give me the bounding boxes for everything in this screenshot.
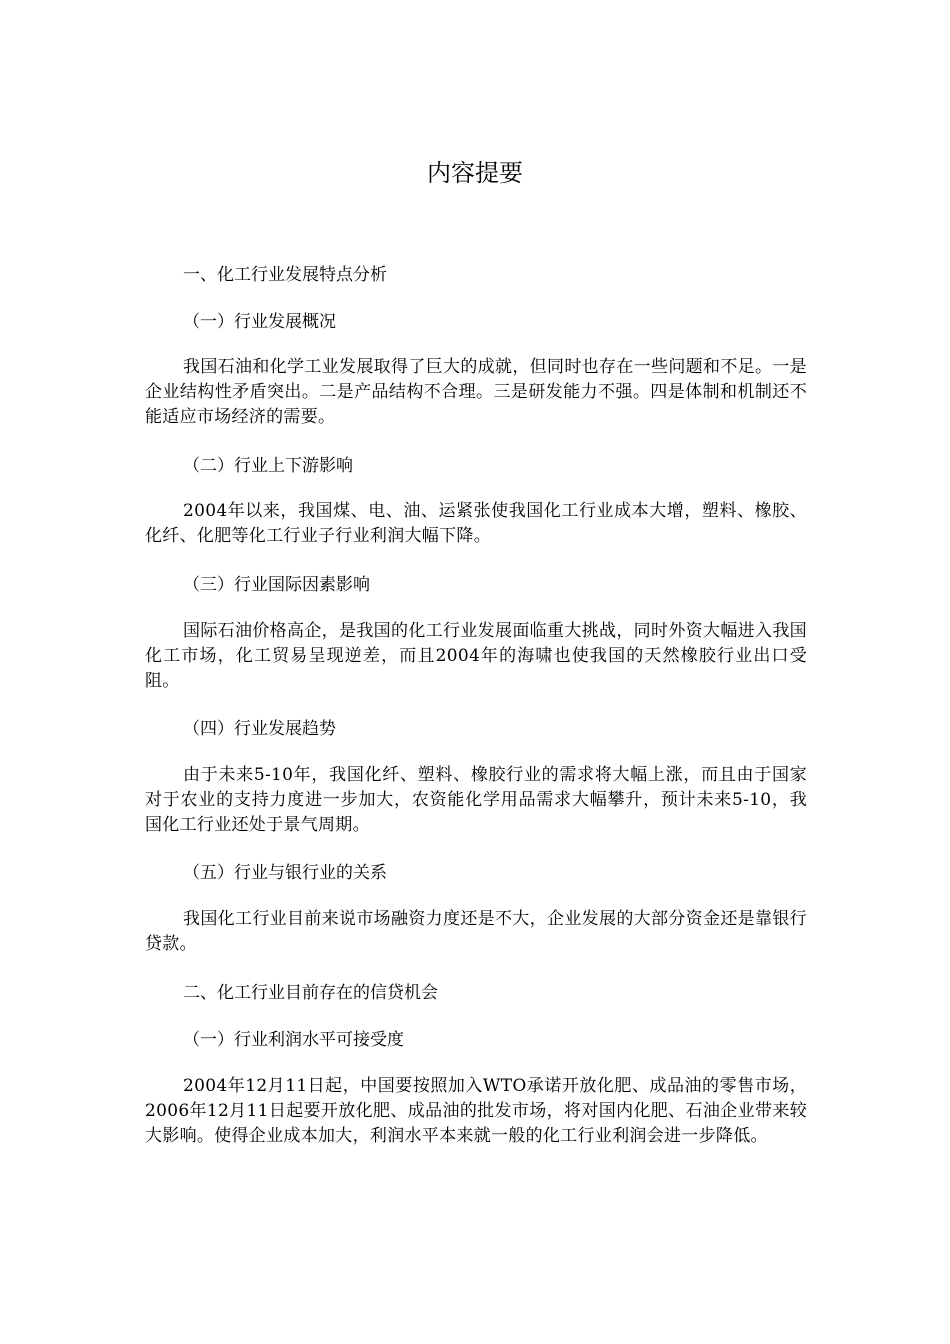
subsection-heading-1-1: （一）行业发展概况 bbox=[183, 312, 336, 332]
paragraph-1-3: 国际石油价格高企，是我国的化工行业发展面临重大挑战，同时外资大幅进入我国化工市场，化工贸易呈现逆差，而且2004年的海啸也使我国的天然橡胶行业出口受阻。 bbox=[145, 621, 807, 691]
paragraph-2-1: 2004年12月11日起，中国要按照加入WTO承诺开放化肥、成品油的零售市场，2006年12月11日起要开放化肥、成品油的批发市场，将对国内化肥、石油企业带来较大影响。使得企业成本加大，利润水平本来就一般的化工行业利润会进一步降低。 bbox=[145, 1076, 807, 1146]
paragraph-1-1: 我国石油和化学工业发展取得了巨大的成就，但同时也存在一些问题和不足。一是企业结构性矛盾突出。二是产品结构不合理。三是研发能力不强。四是体制和机制还不能适应市场经济的需要。 bbox=[145, 357, 807, 427]
paragraph-1-5: 我国化工行业目前来说市场融资力度还是不大，企业发展的大部分资金还是靠银行贷款。 bbox=[145, 909, 807, 954]
section-heading-2: 二、化工行业目前存在的信贷机会 bbox=[183, 983, 438, 1003]
subsection-heading-2-1: （一）行业利润水平可接受度 bbox=[183, 1030, 404, 1050]
paragraph-1-2: 2004年以来，我国煤、电、油、运紧张使我国化工行业成本大增，塑料、橡胶、化纤、化肥等化工行业子行业利润大幅下降。 bbox=[145, 501, 807, 546]
paragraph-1-4: 由于未来5-10年，我国化纤、塑料、橡胶行业的需求将大幅上涨，而且由于国家对于农业的支持力度进一步加大，农资能化学用品需求大幅攀升，预计未来5-10，我国化工行业还处于景气周期。 bbox=[145, 765, 807, 835]
subsection-heading-1-4: （四）行业发展趋势 bbox=[183, 719, 336, 739]
subsection-heading-1-2: （二）行业上下游影响 bbox=[183, 456, 353, 476]
subsection-heading-1-5: （五）行业与银行业的关系 bbox=[183, 863, 387, 883]
subsection-heading-1-3: （三）行业国际因素影响 bbox=[183, 575, 370, 595]
page-title: 内容提要 bbox=[427, 159, 523, 187]
section-heading-1: 一、化工行业发展特点分析 bbox=[183, 265, 387, 285]
